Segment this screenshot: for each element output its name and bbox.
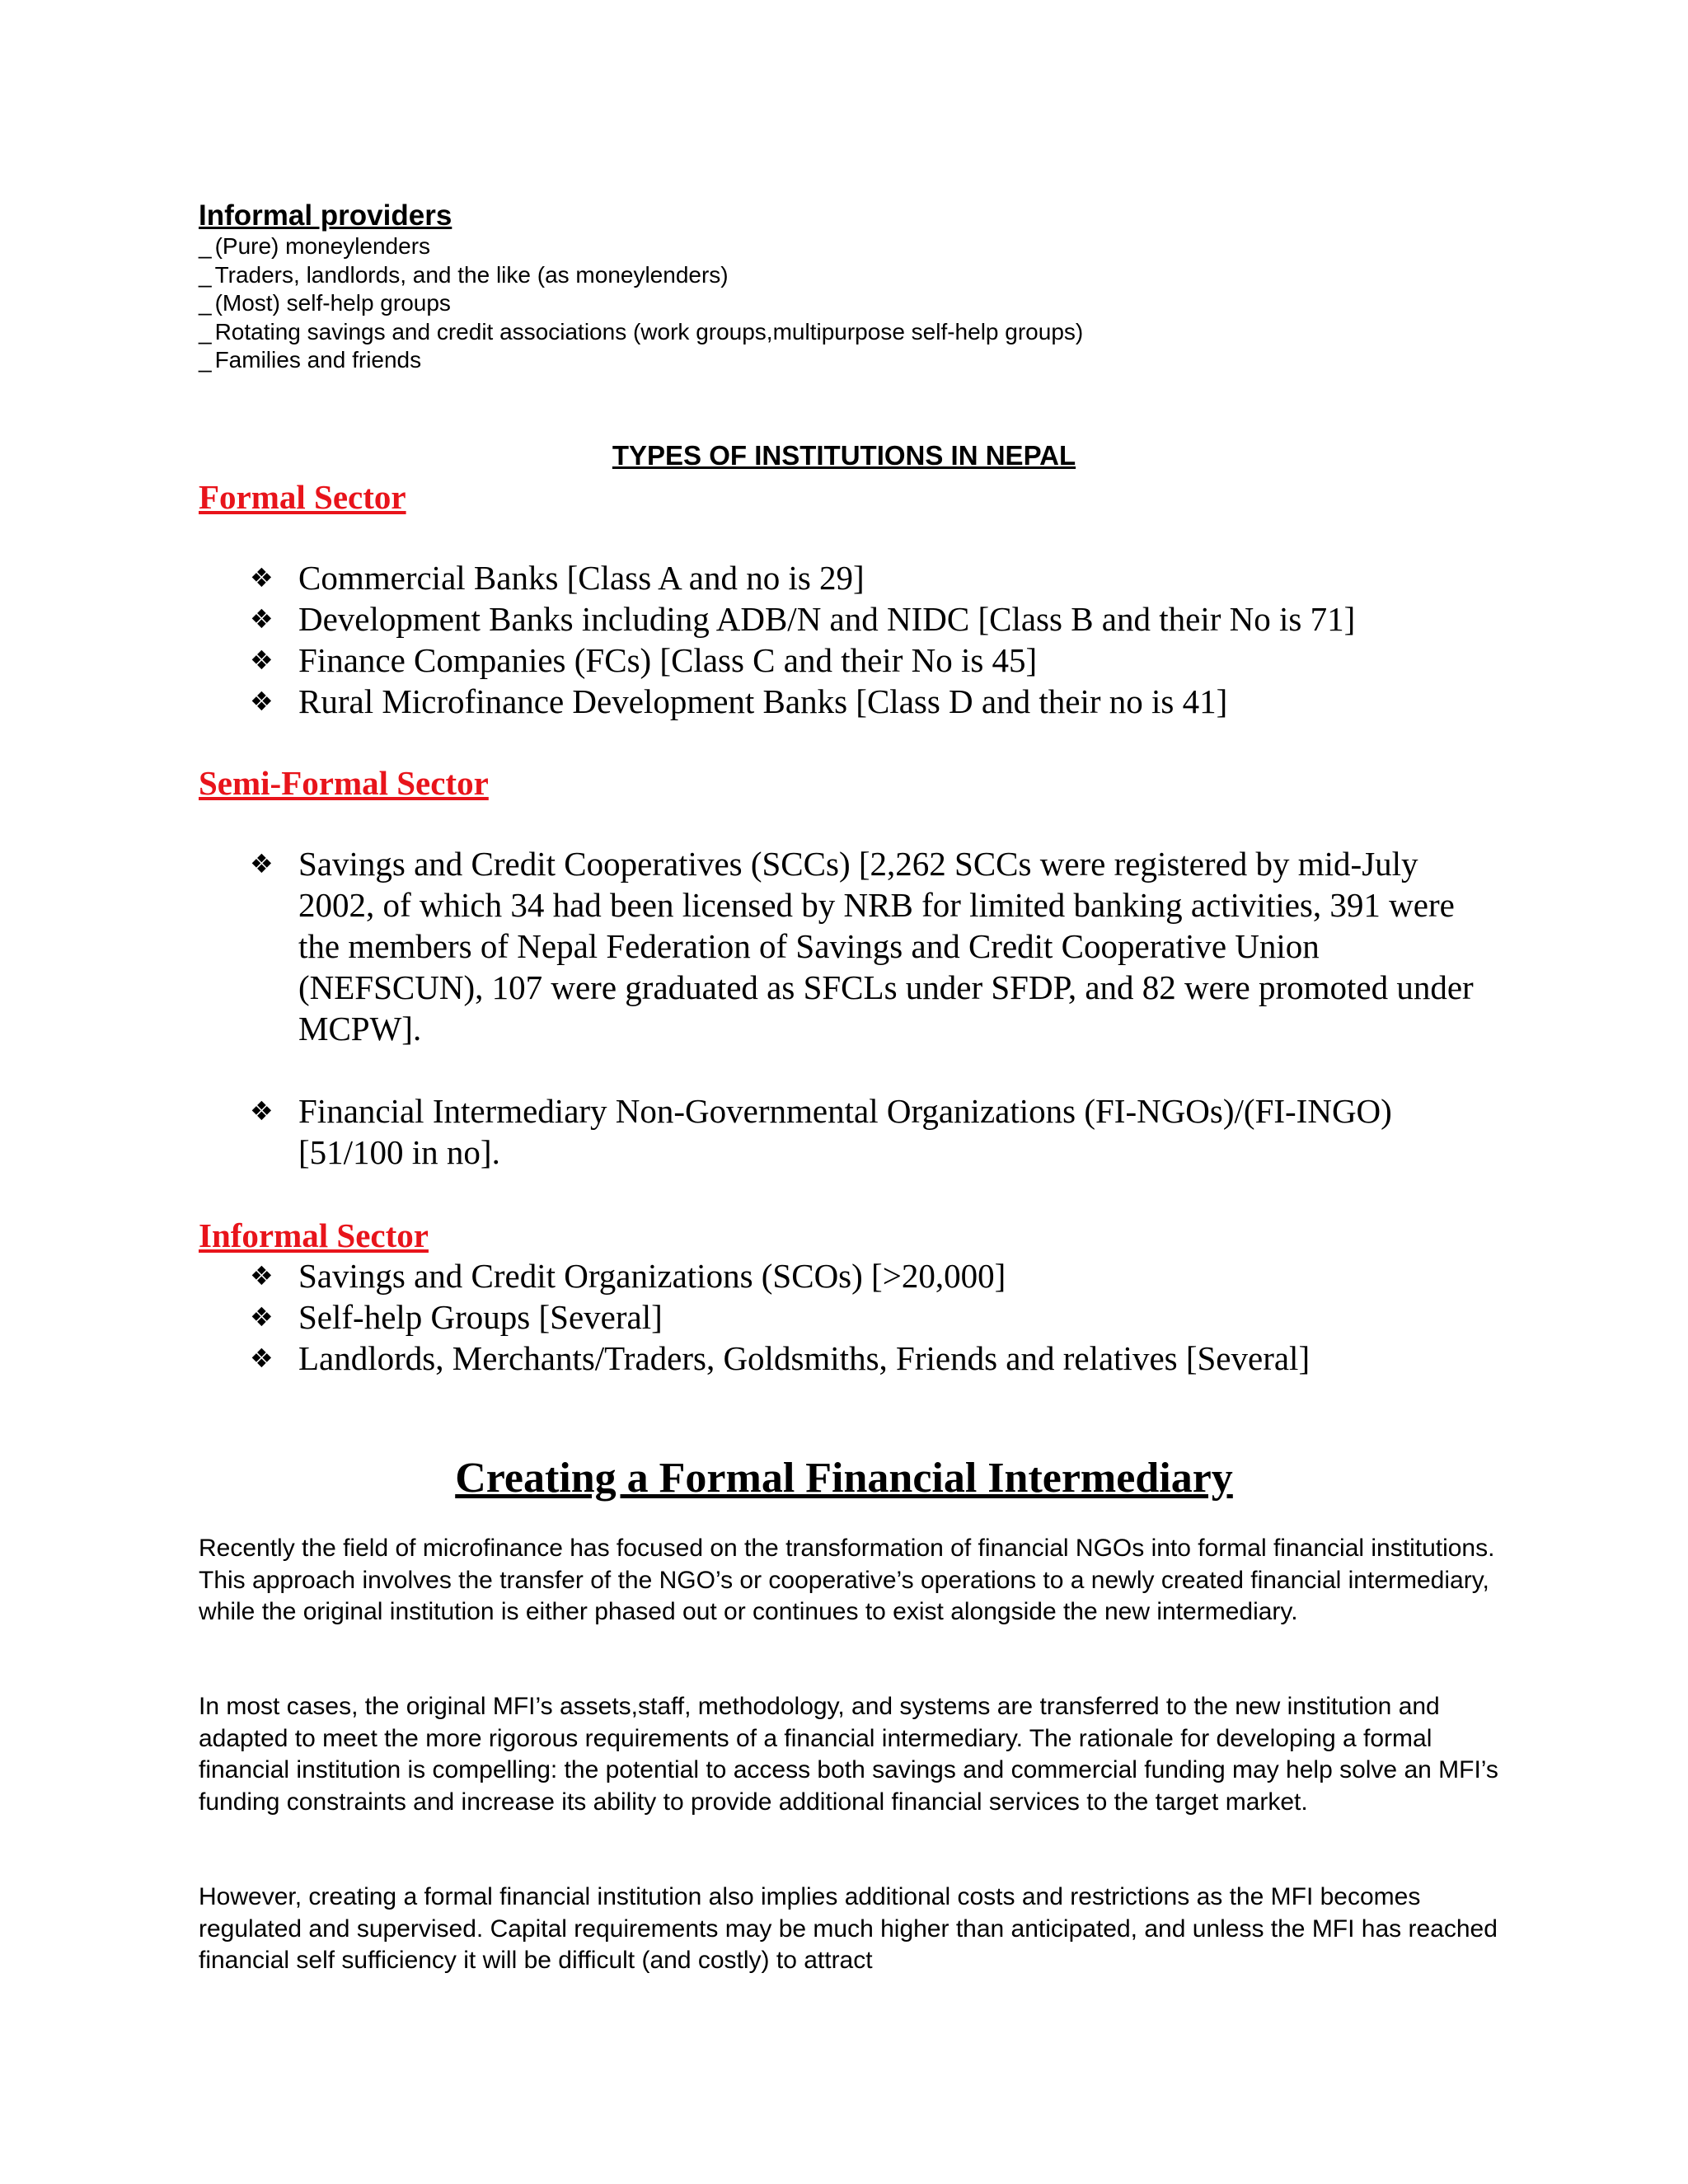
diamond-bullet-icon: ❖ <box>250 848 274 879</box>
informal-sector-list <box>250 1255 1503 1379</box>
informal-providers-list <box>199 232 1083 375</box>
list-item-text: Traders, landlords, and the like (as moneylenders) <box>214 261 729 288</box>
paragraph: However, creating a formal financial institution also implies additional costs and restrictions as the MFI becomes regulated and supervised. Capital requirements may be much higher than anticipated, and unless the MFI has reached financial self sufficiency it will be difficult (and costly) to attract <box>199 1883 1498 1974</box>
list-item <box>199 346 1083 375</box>
list-item-text: Finance Companies (FCs) [Class C and their No is 45] <box>298 641 1038 679</box>
diamond-bullet-icon: ❖ <box>250 1260 274 1291</box>
diamond-bullet-icon: ❖ <box>250 686 274 717</box>
list-item-text: (Pure) moneylenders <box>214 233 431 259</box>
list-item <box>199 232 1083 261</box>
list-item-text: Financial Intermediary Non-Governmental Organizations (FI-NGOs)/(FI-INGO) [51/100 in no]. <box>298 1092 1392 1171</box>
list-item-text: Self-help Groups [Several] <box>298 1298 663 1336</box>
list-item <box>250 843 1503 1049</box>
paragraph: Recently the field of microfinance has focused on the transformation of financial NGOs into formal financial institutions. This approach involves the transfer of the NGO’s or cooperative’s operations to a newly created financial intermediary, while the original institution is either phased out or continues to exist alongside the new intermediary. <box>199 1535 1495 1625</box>
types-of-institutions-title: TYPES OF INSTITUTIONS IN NEPAL <box>612 440 1076 471</box>
diamond-bullet-icon: ❖ <box>250 1095 274 1127</box>
list-item-text: Rural Microfinance Development Banks [Class D and their no is 41] <box>298 682 1228 720</box>
list-item <box>250 598 1503 640</box>
list-item <box>250 1338 1503 1379</box>
list-item <box>250 1090 1503 1173</box>
formal-sector-heading: Formal Sector <box>199 478 406 516</box>
list-item-text: Commercial Banks [Class A and no is 29] <box>298 559 865 597</box>
list-item <box>199 261 1083 290</box>
list-item <box>199 318 1083 347</box>
dash-marker: _ <box>199 347 212 373</box>
dash-marker: _ <box>199 318 212 344</box>
dash-marker: _ <box>199 233 212 259</box>
informal-sector-heading: Informal Sector <box>199 1216 429 1254</box>
list-item <box>199 289 1083 318</box>
list-item-text: Families and friends <box>214 347 422 373</box>
list-item-text: Rotating savings and credit associations (work groups,multipurpose self-help groups) <box>214 318 1084 344</box>
informal-providers-heading: Informal providers <box>199 199 452 232</box>
diamond-bullet-icon: ❖ <box>250 603 274 635</box>
list-item <box>250 1296 1503 1338</box>
list-item-text: Savings and Credit Cooperatives (SCCs) [2,262 SCCs were registered by mid-July 2002, of which 34 had been licensed by NRB for limited banking activities, 391 were the members of Nepal Federation of Savings and Credit Cooperative Union (NEFSCUN), 107 were graduated as SFCLs under SFDP, and 82 were promoted under MCPW]. <box>298 845 1474 1047</box>
list-item-text: (Most) self-help groups <box>214 290 451 316</box>
creating-intermediary-title: Creating a Formal Financial Intermediary <box>455 1455 1233 1502</box>
formal-sector-list <box>250 557 1503 722</box>
list-item <box>250 1255 1503 1296</box>
semi-formal-sector-list <box>250 843 1503 1173</box>
diamond-bullet-icon: ❖ <box>250 1301 274 1333</box>
paragraph: In most cases, the original MFI’s assets,staff, methodology, and systems are transferred to the new institution and adapted to meet the more rigorous requirements of a financial intermediary. The rationale for developing a formal financial institution is compelling: the potential to access both savings and commercial funding may help solve an MFI’s funding constraints and increase its ability to provide additional financial services to the target market. <box>199 1693 1498 1816</box>
list-item-text: Savings and Credit Organizations (SCOs) [>20,000] <box>298 1257 1006 1295</box>
list-item-text: Development Banks including ADB/N and NIDC [Class B and their No is 71] <box>298 600 1356 638</box>
list-item-text: Landlords, Merchants/Traders, Goldsmiths, Friends and relatives [Several] <box>298 1339 1311 1377</box>
list-item <box>250 681 1503 722</box>
list-item <box>250 640 1503 681</box>
dash-marker: _ <box>199 290 212 316</box>
semi-formal-sector-heading: Semi-Formal Sector <box>199 764 489 802</box>
diamond-bullet-icon: ❖ <box>250 562 274 593</box>
dash-marker: _ <box>199 261 212 288</box>
list-item <box>250 557 1503 598</box>
diamond-bullet-icon: ❖ <box>250 644 274 676</box>
diamond-bullet-icon: ❖ <box>250 1343 274 1374</box>
